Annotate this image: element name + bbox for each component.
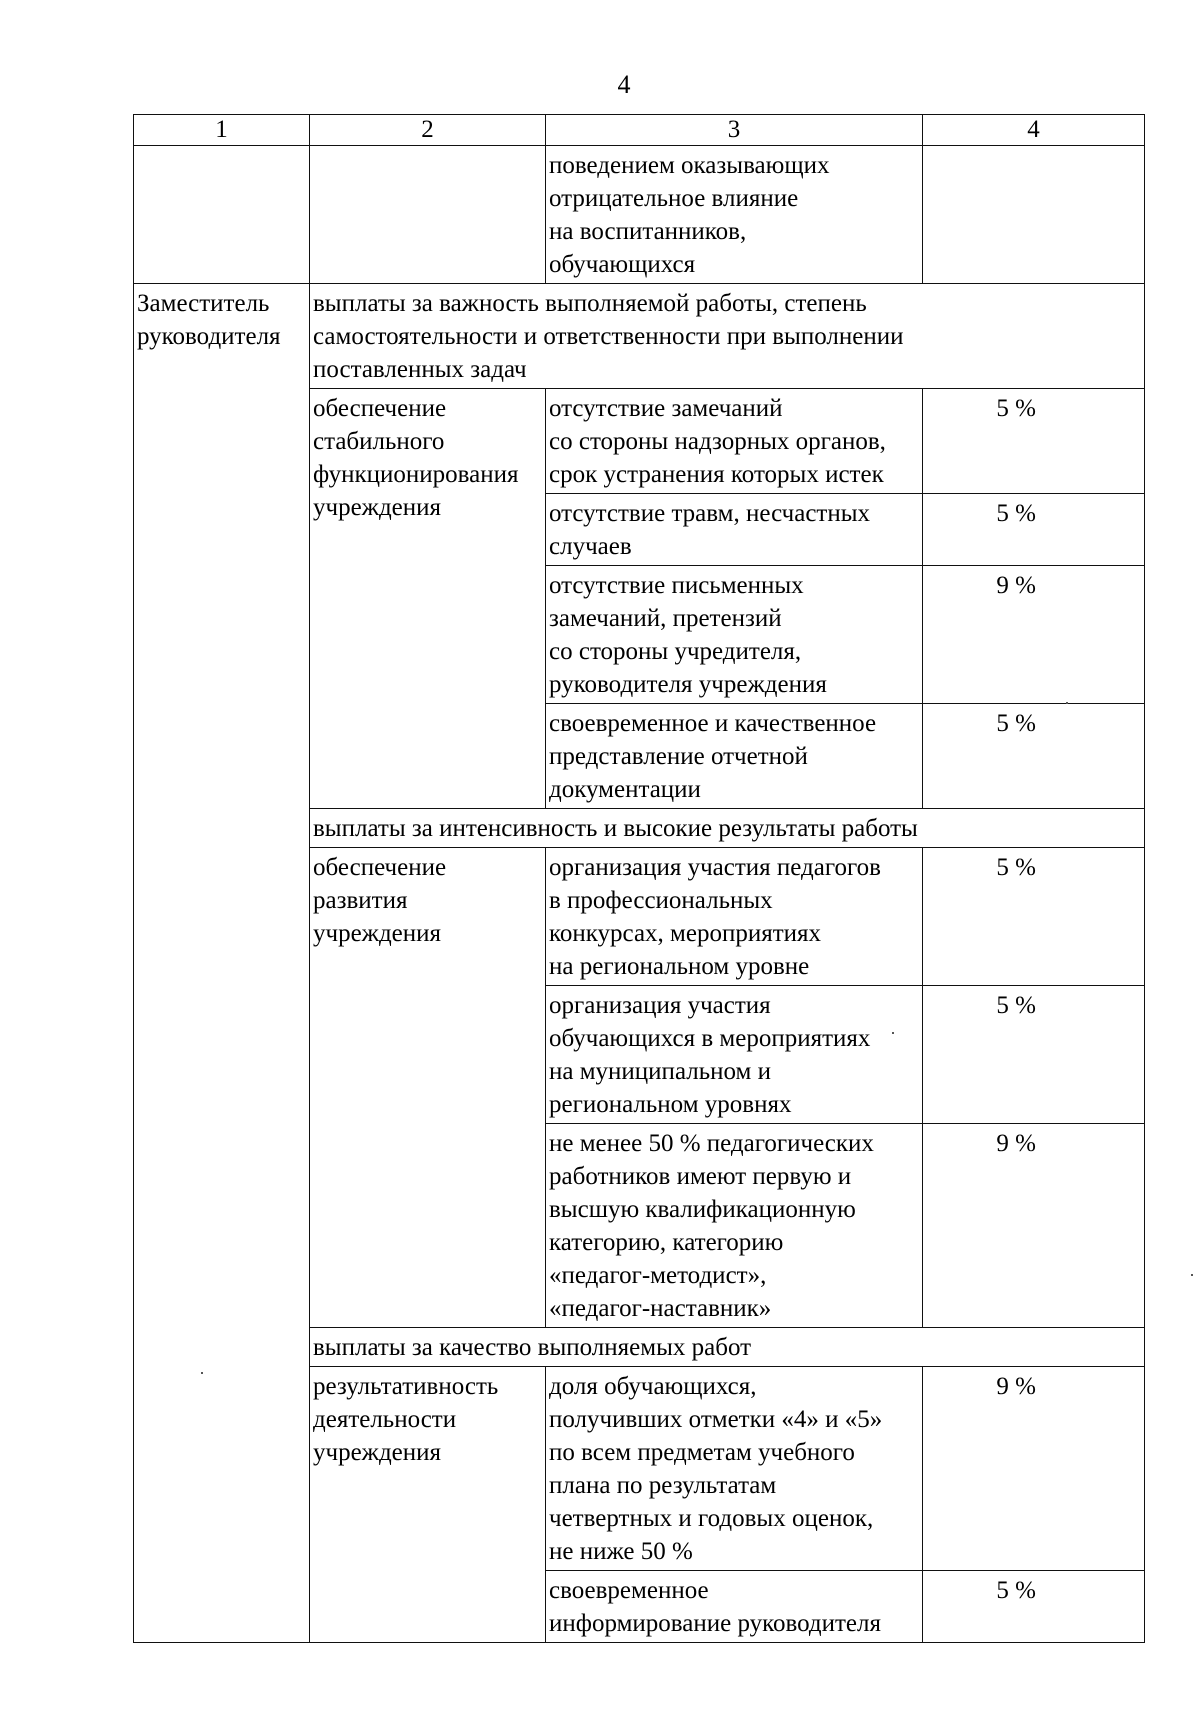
column-number-3: 3 [546,115,923,146]
group-heading: выплаты за важность выполняемой работы, степень самостоятельности и ответственности при выполнении поставленных задач [310,284,1145,389]
criterion-value: 9 % [923,1367,1145,1571]
empty-cell [134,146,310,284]
area-title: результативность деятельности учреждения [310,1367,546,1643]
group-heading-row [134,284,1145,389]
criterion-value: 5 % [923,389,1145,494]
column-number-1: 1 [134,115,310,146]
criterion-value: 5 % [923,494,1145,566]
criterion-text: отсутствие замечаний со стороны надзорных органов, срок устранения которых истек [546,389,923,494]
criterion-text: своевременное информирование руководителя [546,1571,923,1643]
criterion-value: 5 % [923,986,1145,1124]
scan-speck [892,1032,894,1034]
criterion-text: организация участия педагогов в профессиональных конкурсах, мероприятиях на региональном уровне [546,848,923,986]
criterion-text: доля обучающихся, получивших отметки «4» и «5» по всем предметам учебного плана по результатам четвертных и годовых оценок, не ниже 50 % [546,1367,923,1571]
criterion-text: организация участия обучающихся в мероприятиях на муниципальном и региональном уровнях [546,986,923,1124]
criterion-text: отсутствие травм, несчастных случаев [546,494,923,566]
area-title: обеспечение стабильного функционирования учреждения [310,389,546,809]
column-number-row [134,115,1145,146]
criterion-text: своевременное и качественное представление отчетной документации [546,704,923,809]
scan-speck [201,1372,203,1374]
continuation-row [134,146,1145,284]
criterion-value: 9 % [923,1124,1145,1328]
continuation-text: поведением оказывающих отрицательное влияние на воспитанников, обучающихся [546,146,923,284]
criterion-text: отсутствие письменных замечаний, претензий со стороны учредителя, руководителя учреждения [546,566,923,704]
criterion-value: 5 % [923,1571,1145,1643]
column-number-2: 2 [310,115,546,146]
column-number-4: 4 [923,115,1145,146]
area-title: обеспечение развития учреждения [310,848,546,1328]
criterion-value: 9 % [923,566,1145,704]
scan-speck [1066,702,1068,704]
empty-cell [923,146,1145,284]
criterion-text: не менее 50 % педагогических работников имеют первую и высшую квалификационную категорию, категорию «педагог-методист», «педагог-наставник» [546,1124,923,1328]
group-heading: выплаты за интенсивность и высокие результаты работы [310,809,1145,848]
page-number: 4 [617,70,631,99]
group-heading: выплаты за качество выполняемых работ [310,1328,1145,1367]
payment-criteria-table [133,114,1145,1643]
position-title: Заместитель руководителя [134,284,310,1643]
criterion-value: 5 % [923,704,1145,809]
scan-speck [1191,1274,1193,1276]
criterion-value: 5 % [923,848,1145,986]
empty-cell [310,146,546,284]
